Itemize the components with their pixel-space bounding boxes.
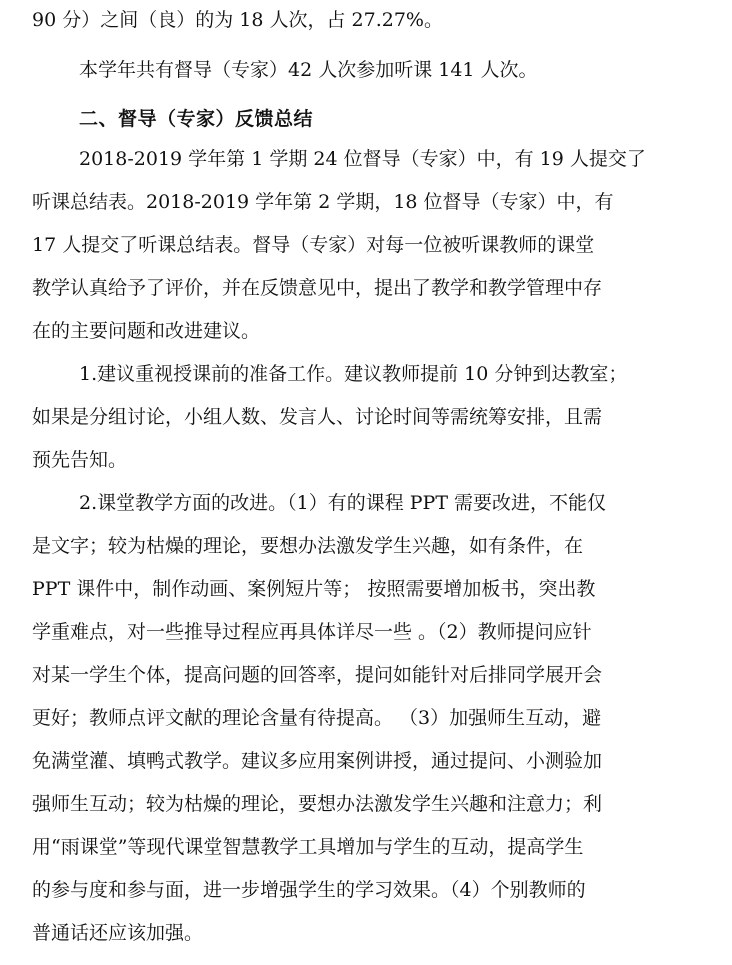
text-line	[0, 0, 732, 40]
line-text: 强师生互动；较为枯燥的理论，要想办法激发学生兴趣和注意力；利	[32, 793, 603, 815]
text-line	[0, 698, 732, 738]
text-line	[0, 483, 732, 523]
line-text: 本学年共有督导（专家）42 人次参加听课 141 人次。	[79, 59, 538, 81]
line-text: 在的主要问题和改进建议。	[32, 320, 261, 342]
text-line	[0, 182, 732, 222]
text-line	[0, 397, 732, 437]
line-text: 学重难点，对一些推导过程应再具体详尽一些 。（2）教师提问应针	[32, 621, 592, 643]
line-text: 是文字；较为枯燥的理论，要想办法激发学生兴趣，如有条件，在	[32, 535, 584, 557]
line-text: 教学认真给予了评价，并在反馈意见中，提出了教学和教学管理中存	[32, 277, 603, 299]
line-text: 预先告知。	[32, 449, 128, 471]
line-text: 2018-2019 学年第 1 学期 24 位督导（专家）中，有 19 人提交了	[79, 148, 646, 170]
line-text: 90 分）之间（良）的为 18 人次，占 27.27%。	[32, 9, 443, 31]
line-text: 1.建议重视授课前的准备工作。建议教师提前 10 分钟到达教室；	[79, 363, 628, 385]
text-line	[0, 50, 732, 90]
text-line	[0, 225, 732, 265]
line-text: 普通话还应该加强。	[32, 922, 204, 944]
line-text: 更好；教师点评文献的理论含量有待提高。 （3）加强师生互动，避	[32, 707, 602, 729]
text-line	[0, 741, 732, 781]
line-text: 免满堂灌、填鸭式教学。建议多应用案例讲授，通过提问、小测验加	[32, 750, 603, 772]
text-line	[0, 311, 732, 351]
text-line	[0, 268, 732, 308]
text-line	[0, 440, 732, 480]
line-text: PPT 课件中，制作动画、案例短片等； 按照需要增加板书，突出教	[32, 578, 596, 600]
text-line	[0, 784, 732, 824]
text-line	[0, 612, 732, 652]
line-text: 对某一学生个体，提高问题的回答率，提问如能针对后排同学展开会	[32, 664, 603, 686]
line-text: 如果是分组讨论，小组人数、发言人、讨论时间等需统筹安排，且需	[32, 406, 603, 428]
line-text: 17 人提交了听课总结表。督导（专家）对每一位被听课教师的课堂	[32, 234, 595, 256]
line-text: 听课总结表。2018-2019 学年第 2 学期，18 位督导（专家）中，有	[32, 191, 614, 213]
line-text: 用“雨课堂”等现代课堂智慧教学工具增加与学生的互动，提高学生	[32, 836, 584, 858]
text-line	[0, 655, 732, 695]
heading-text: 二、督导（专家）反馈总结	[79, 108, 314, 130]
text-line	[0, 354, 732, 394]
line-text: 2.课堂教学方面的改进。（1）有的课程 PPT 需要改进，不能仅	[79, 492, 607, 514]
text-line	[0, 870, 732, 910]
line-text: 的参与度和参与面，进一步增强学生的学习效果。（4）个别教师的	[32, 879, 586, 901]
text-line	[0, 827, 732, 867]
section-heading	[0, 99, 732, 139]
text-line	[0, 526, 732, 566]
text-line	[0, 139, 732, 179]
text-line	[0, 569, 732, 609]
text-line	[0, 913, 732, 953]
